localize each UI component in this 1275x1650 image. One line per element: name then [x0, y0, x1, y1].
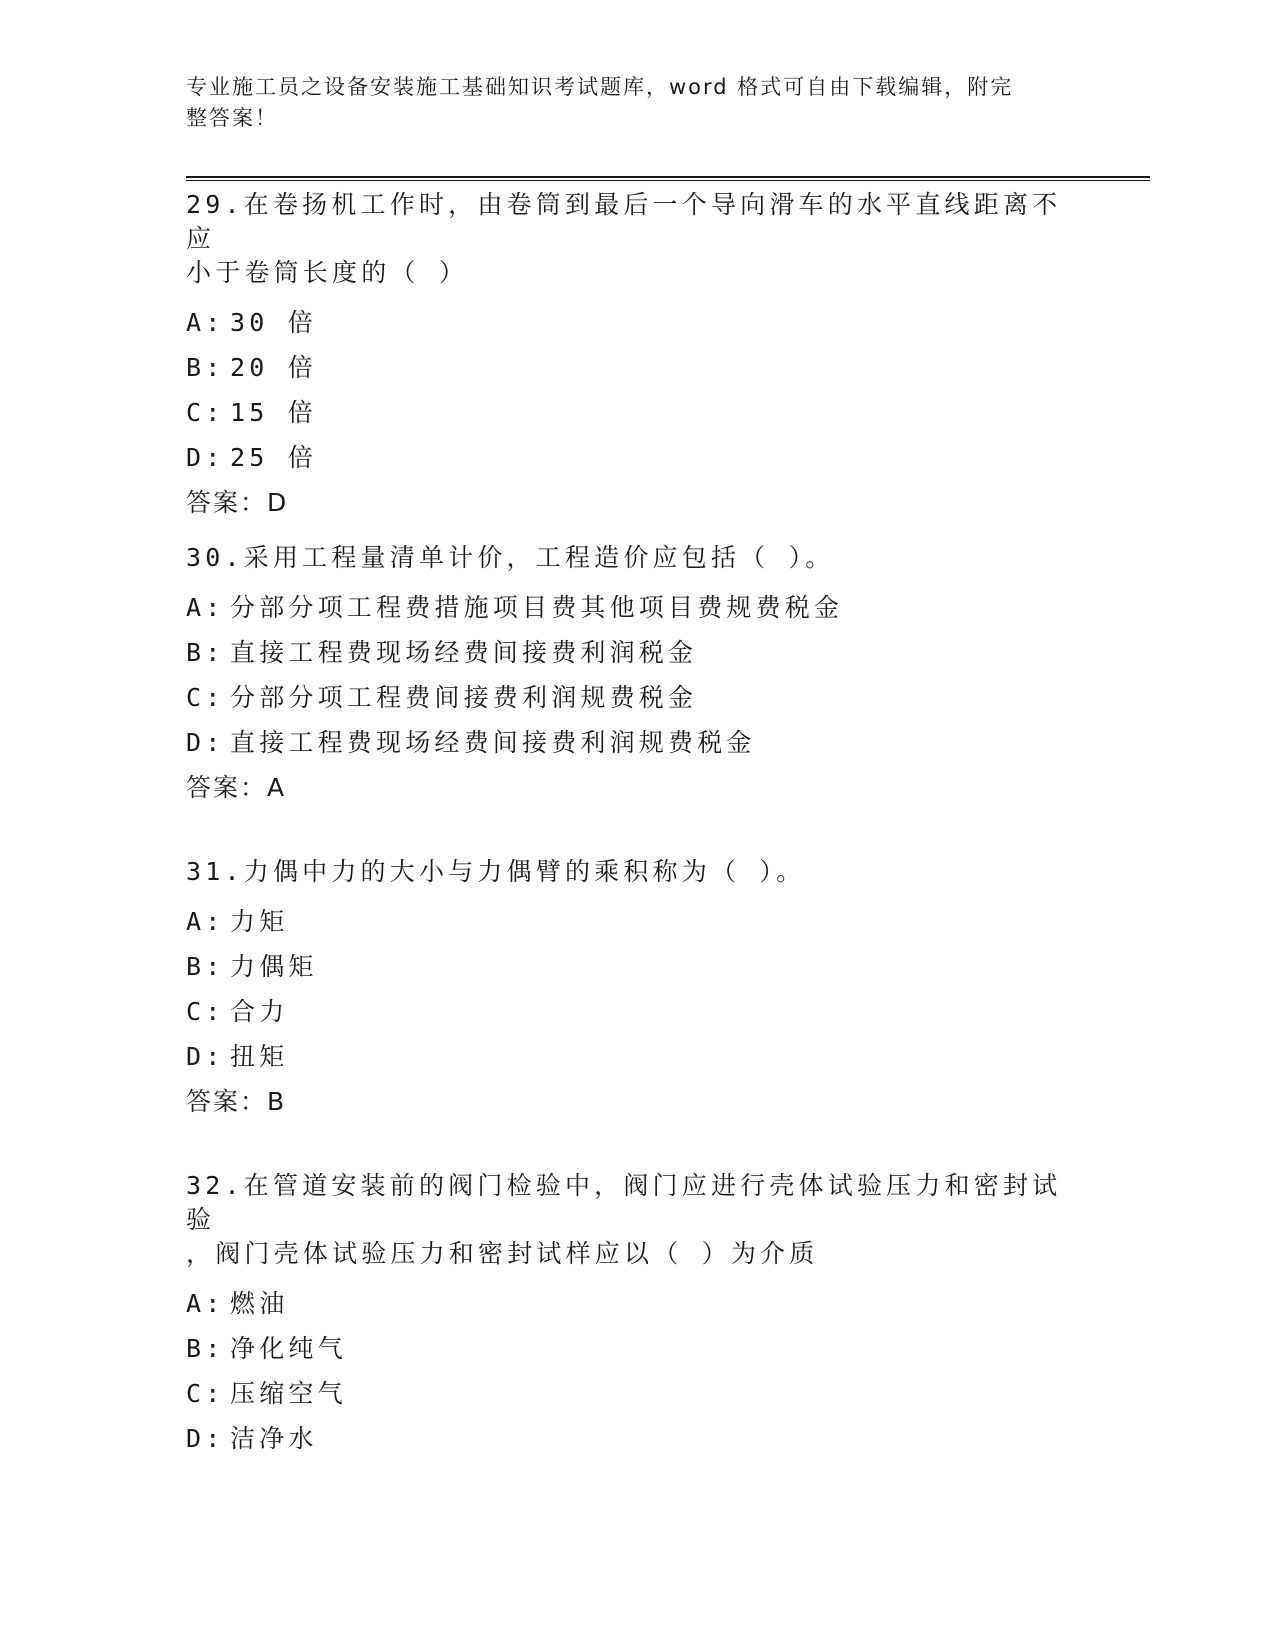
- option-key: D:: [186, 728, 225, 757]
- option-text: 力矩: [230, 907, 289, 936]
- document-header: [186, 72, 1066, 134]
- option-key: D:: [186, 1042, 225, 1071]
- question-stem: [186, 188, 1086, 290]
- option-b: [186, 345, 1086, 390]
- option-text: 合力: [230, 997, 289, 1026]
- option-text: 30 倍: [230, 308, 317, 337]
- option-d: [186, 1416, 1086, 1461]
- question-stem: [186, 541, 1086, 575]
- question-stem-line-1: 29.在卷扬机工作时，由卷筒到最后一个导向滑车的水平直线距离不应: [186, 190, 1062, 253]
- option-c: [186, 390, 1086, 435]
- question-31: [186, 855, 1086, 1124]
- option-d: [186, 720, 1086, 765]
- option-d: [186, 435, 1086, 480]
- option-text: 净化纯气: [230, 1334, 347, 1363]
- option-text: 20 倍: [230, 353, 317, 382]
- option-key: C:: [186, 398, 225, 427]
- option-text: 压缩空气: [230, 1379, 347, 1408]
- option-a: [186, 1281, 1086, 1326]
- option-key: B:: [186, 638, 225, 667]
- option-key: D:: [186, 1424, 225, 1453]
- option-c: [186, 1371, 1086, 1416]
- option-key: A:: [186, 907, 225, 936]
- option-text: 直接工程费现场经费间接费利润规费税金: [230, 728, 756, 757]
- option-text: 分部分项工程费措施项目费其他项目费规费税金: [230, 593, 844, 622]
- option-key: A:: [186, 593, 225, 622]
- option-a: [186, 300, 1086, 345]
- question-stem-line-1: 30.采用工程量清单计价，工程造价应包括（ ）。: [186, 543, 835, 572]
- option-key: B:: [186, 952, 225, 981]
- option-b: [186, 1326, 1086, 1371]
- question-32: [186, 1169, 1086, 1461]
- option-a: [186, 899, 1086, 944]
- option-key: C:: [186, 1379, 225, 1408]
- question-stem-line-2: 小于卷筒长度的（ ）: [186, 258, 469, 287]
- question-stem: [186, 1169, 1086, 1271]
- question-29: [186, 188, 1086, 525]
- option-text: 分部分项工程费间接费利润规费税金: [230, 683, 698, 712]
- option-b: [186, 630, 1086, 675]
- header-line-2: 整答案！: [186, 106, 278, 130]
- option-d: [186, 1034, 1086, 1079]
- answer-line: 答案：A: [186, 773, 287, 802]
- option-a: [186, 585, 1086, 630]
- option-text: 25 倍: [230, 443, 317, 472]
- option-key: A:: [186, 308, 225, 337]
- question-stem-line-1: 32.在管道安装前的阀门检验中，阀门应进行壳体试验压力和密封试验: [186, 1171, 1062, 1234]
- option-key: C:: [186, 997, 225, 1026]
- option-key: B:: [186, 353, 225, 382]
- header-divider: [186, 176, 1150, 181]
- option-c: [186, 989, 1086, 1034]
- header-line-1: 专业施工员之设备安装施工基础知识考试题库，word 格式可自由下载编辑，附完: [186, 75, 1014, 99]
- option-key: C:: [186, 683, 225, 712]
- option-key: A:: [186, 1289, 225, 1318]
- option-text: 力偶矩: [230, 952, 318, 981]
- option-text: 直接工程费现场经费间接费利润税金: [230, 638, 698, 667]
- option-text: 15 倍: [230, 398, 317, 427]
- question-stem-line-1: 31.力偶中力的大小与力偶臂的乘积称为（ ）。: [186, 857, 806, 886]
- question-stem-line-2: ，阀门壳体试验压力和密封试样应以（ ）为介质: [186, 1239, 819, 1268]
- question-30: [186, 541, 1086, 810]
- option-text: 燃油: [230, 1289, 289, 1318]
- answer-line: 答案：D: [186, 488, 289, 517]
- option-text: 扭矩: [230, 1042, 289, 1071]
- option-key: B:: [186, 1334, 225, 1363]
- option-b: [186, 944, 1086, 989]
- option-c: [186, 675, 1086, 720]
- answer-line: 答案：B: [186, 1087, 287, 1116]
- option-key: D:: [186, 443, 225, 472]
- option-text: 洁净水: [230, 1424, 318, 1453]
- question-stem: [186, 855, 1086, 889]
